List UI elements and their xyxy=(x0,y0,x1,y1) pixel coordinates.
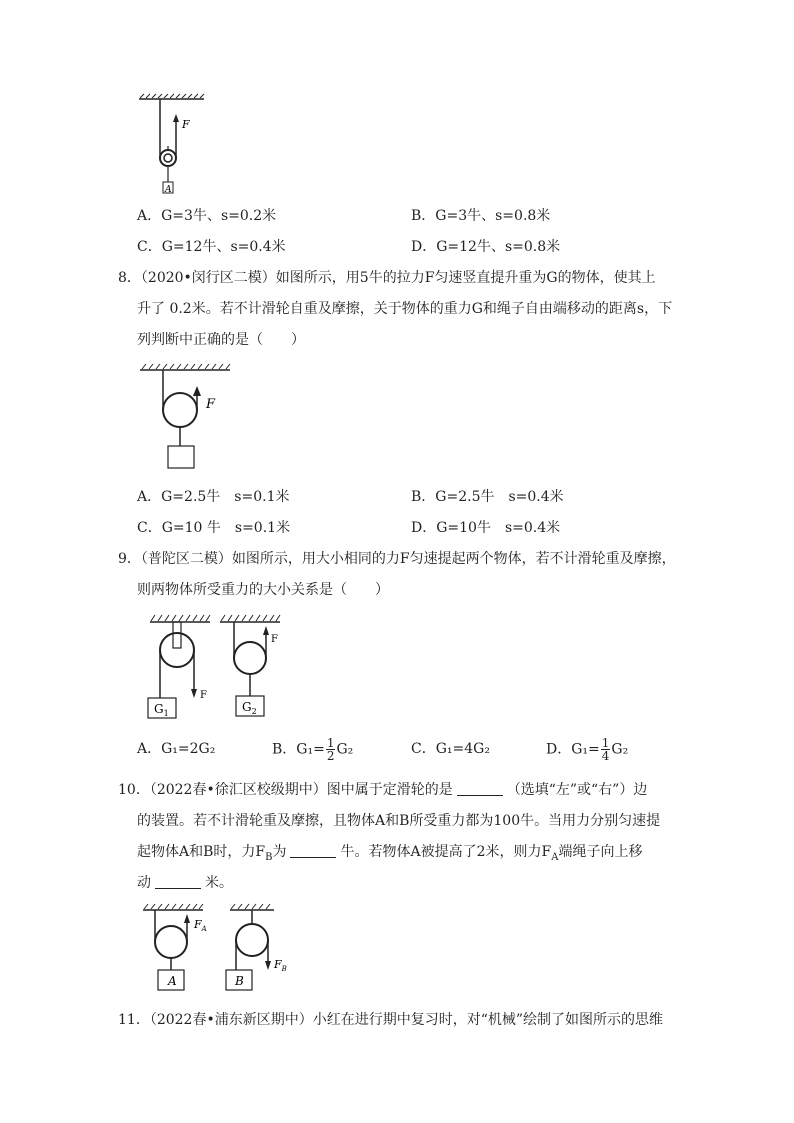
q9-pulley-figure xyxy=(140,612,300,724)
q9-g2-label: $G_2$ xyxy=(242,700,257,716)
q9-stem-line-2: 则两物体所受重力的大小关系是（ ） xyxy=(137,582,389,598)
q10-fa-label: $F_A$ xyxy=(194,918,207,933)
q8-option-b[interactable]: B．G=2.5牛 s=0.4米 xyxy=(411,489,564,505)
q10-stem-line-4: 动 米。 xyxy=(137,875,233,891)
q9-left-force-label: F xyxy=(200,690,207,701)
q9-option-b[interactable]: B．G₁= $\frac{1}{2}$ G₂ xyxy=(272,736,354,763)
q9-right-force-label: F xyxy=(271,634,278,645)
q9-option-c[interactable]: C．G₁=4G₂ xyxy=(411,741,490,757)
q10-a-label: A xyxy=(168,974,177,988)
q7-option-a[interactable]: A．G=3牛、s=0.2米 xyxy=(137,208,277,224)
q8-pulley-figure xyxy=(138,362,238,472)
q10-stem-line-1: 10．（2022春•徐汇区校级期中）图中属于定滑轮的是 （选填“左”或“右”）边 xyxy=(118,782,648,798)
q7-block-label: A xyxy=(165,185,172,195)
q7-pulley-figure xyxy=(134,92,214,198)
q10-pulley-figure xyxy=(138,902,298,994)
q8-stem-line-2: 升了 0.2米。若不计滑轮自重及摩擦，关于物体的重力G和绳子自由端移动的距离s，下 xyxy=(137,301,673,317)
q9-g1-label: $G_1$ xyxy=(154,702,169,718)
q8-stem-line-3: 列判断中正确的是（ ） xyxy=(137,332,305,348)
q9-option-a[interactable]: A．G₁=2G₂ xyxy=(137,741,216,757)
q10-b-label: B xyxy=(235,974,244,988)
q8-force-label: F xyxy=(206,397,216,412)
q9-option-d-fraction: $\frac{1}{4}$ xyxy=(601,736,610,763)
q10-blank-3[interactable] xyxy=(155,874,201,889)
q9-option-d[interactable]: D．G₁= $\frac{1}{4}$ G₂ xyxy=(546,736,629,763)
q8-option-d[interactable]: D．G=10牛 s=0.4米 xyxy=(411,520,561,536)
q10-stem-line-2: 的装置。若不计滑轮重及摩擦，且物体A和B所受重力都为100牛。当用力分别匀速提 xyxy=(137,813,661,829)
q8-option-c[interactable]: C．G=10 牛 s=0.1米 xyxy=(137,520,291,536)
q11-stem-line-1: 11．（2022春•浦东新区期中）小红在进行期中复习时，对“机械”绘制了如图所示的思维 xyxy=(118,1012,664,1028)
q7-force-label: F xyxy=(182,118,190,131)
q8-stem-line-1: 8．（2020•闵行区二模）如图所示，用5牛的拉力F匀速竖直提升重为G的物体，使其上 xyxy=(118,270,656,286)
q10-stem-line-3: 起物体A和B时，力$F_B$为 牛。若物体A被提高了2米，则力$F_A$端绳子向上移 xyxy=(137,844,643,863)
q10-blank-2[interactable] xyxy=(290,843,336,858)
q7-option-b[interactable]: B．G=3牛、s=0.8米 xyxy=(411,208,551,224)
q7-option-c[interactable]: C．G=12牛、s=0.4米 xyxy=(137,239,286,255)
q9-option-b-fraction: $\frac{1}{2}$ xyxy=(326,736,335,763)
q8-option-a[interactable]: A．G=2.5牛 s=0.1米 xyxy=(137,489,290,505)
q9-stem-line-1: 9．（普陀区二模）如图所示，用大小相同的力F匀速提起两个物体，若不计滑轮重及摩擦， xyxy=(118,551,676,567)
q10-fb-label: $F_B$ xyxy=(274,958,287,973)
q7-option-d[interactable]: D．G=12牛、s=0.8米 xyxy=(411,239,561,255)
q10-blank-1[interactable] xyxy=(457,781,503,796)
